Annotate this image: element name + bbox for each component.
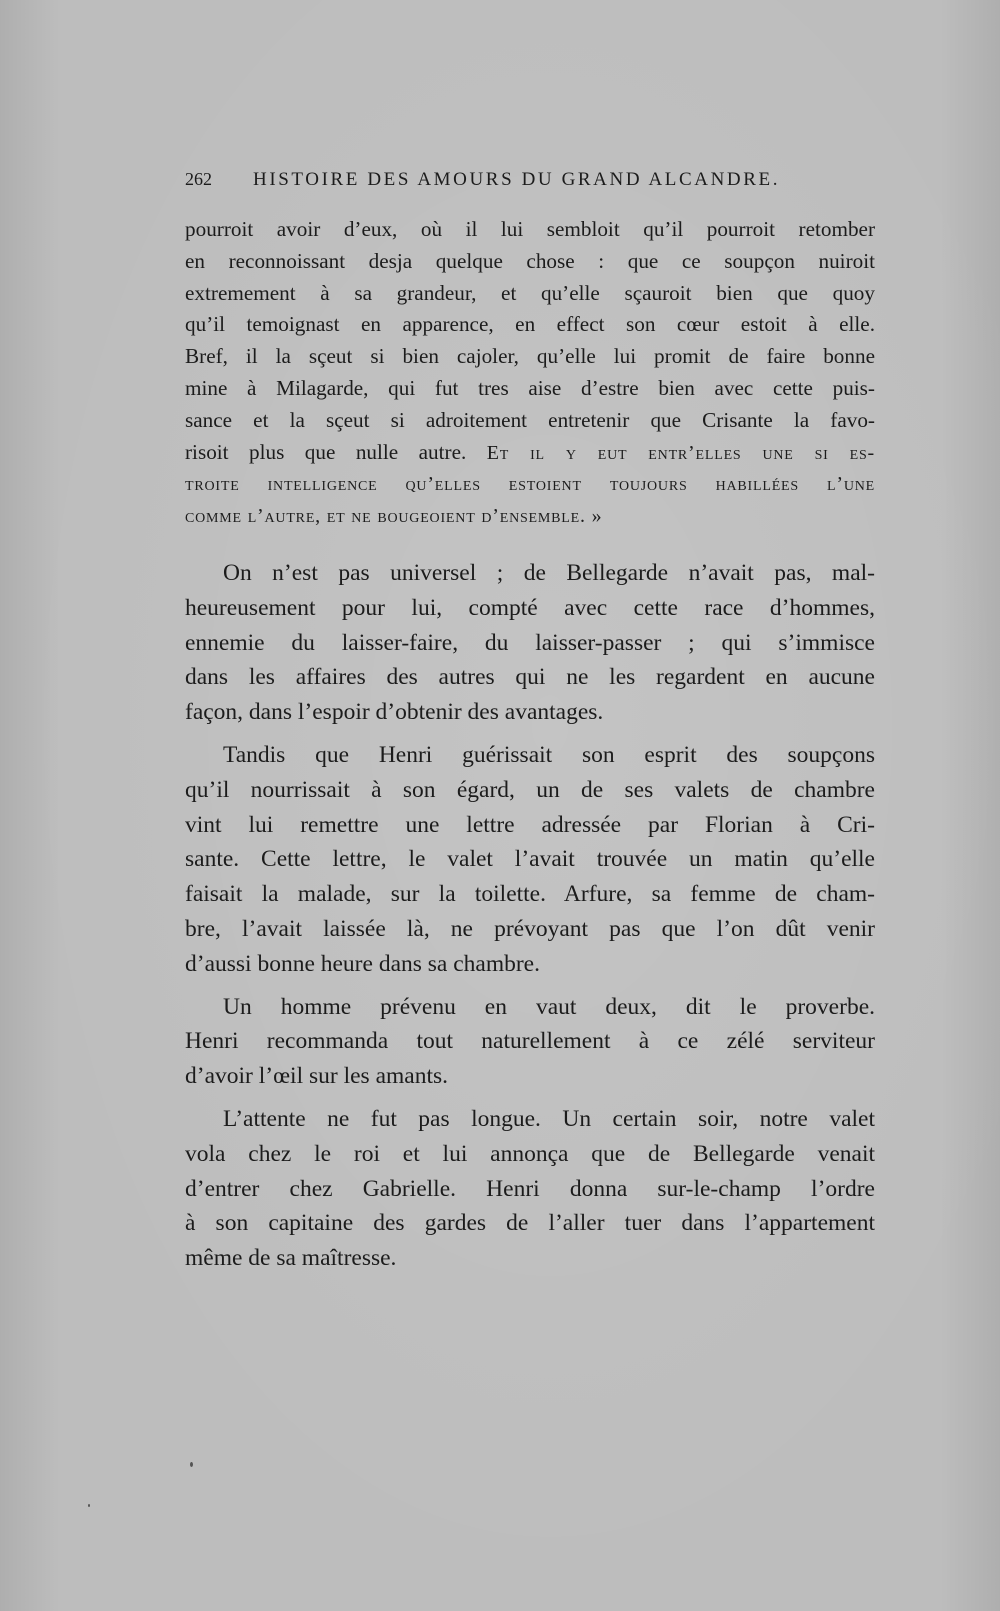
text-line: bre, l’avait laissée là, ne prévoyant pas que l’on dût venir	[185, 915, 875, 942]
text-line: On n’est pas universel ; de Bellegarde n’avait pas, mal-	[223, 560, 875, 586]
quoted-passage	[185, 214, 875, 533]
text-line: en reconnoissant desja quelque chose : que ce soupçon nuiroit	[185, 248, 875, 273]
text-segment: risoit plus que nulle autre.	[185, 439, 467, 464]
text-line: d’aussi bonne heure dans sa chambre.	[185, 950, 540, 977]
text-line: qu’il nourrissait à son égard, un de ses valets de chambre	[185, 776, 875, 803]
running-header	[185, 169, 885, 197]
narrative-text	[185, 556, 875, 1284]
text-line: ennemie du laisser-faire, du laisser-passer ; qui s’immisce	[185, 629, 875, 656]
text-line: vola chez le roi et lui annonça que de Bellegarde venait	[185, 1140, 875, 1167]
text-line: pourroit avoir d’eux, où il lui sembloit qu’il pourroit retomber	[185, 217, 875, 241]
text-line: sante. Cette lettre, le valet l’avait trouvée un matin qu’elle	[185, 846, 875, 873]
running-title: HISTOIRE DES AMOURS DU GRAND ALCANDRE.	[253, 169, 781, 190]
text-line: extremement à sa grandeur, et qu’elle sçauroit bien que quoy	[185, 280, 875, 305]
text-line: Un homme prévenu en vaut deux, dit le proverbe.	[223, 993, 875, 1020]
smallcaps-line: troite intelligence qu’elles estoient toujours habillées l’une	[185, 473, 875, 496]
smallcaps-segment: Et il y eut entr’elles une si es-	[486, 441, 875, 464]
paragraph	[185, 990, 875, 1094]
smallcaps-line: comme l’autre, et ne bougeoient d’ensemble. »	[185, 505, 603, 528]
text-line: Bref, il la sçeut si bien cajoler, qu’elle lui promit de faire bonne	[185, 344, 875, 369]
text-line: d’avoir l’œil sur les amants.	[185, 1063, 449, 1090]
text-line: d’entrer chez Gabrielle. Henri donna sur-le-champ l’ordre	[185, 1175, 875, 1202]
paper-speck	[190, 1462, 193, 1467]
paragraph	[185, 1102, 875, 1276]
text-line: Henri recommanda tout naturellement à ce zélé serviteur	[185, 1028, 875, 1055]
paragraph	[185, 556, 875, 730]
page-number: 262	[185, 169, 212, 189]
text-line: mine à Milagarde, qui fut tres aise d’estre bien avec cette puis-	[185, 375, 875, 400]
text-line: Tandis que Henri guérissait son esprit des soupçons	[223, 741, 875, 768]
text-line: dans les affaires des autres qui ne les regardent en aucune	[185, 664, 875, 691]
text-line: même de sa maîtresse.	[185, 1245, 397, 1272]
text-line: L’attente ne fut pas longue. Un certain soir, notre valet	[223, 1105, 875, 1132]
paragraph	[185, 738, 875, 982]
paper-speck	[88, 1504, 90, 1507]
text-line: heureusement pour lui, compté avec cette race d’hommes,	[185, 594, 875, 621]
text-line: qu’il temoignast en apparence, en effect son cœur estoit à elle.	[185, 312, 875, 337]
text-line: à son capitaine des gardes de l’aller tuer dans l’appartement	[185, 1210, 875, 1237]
text-line: faisait la malade, sur la toilette. Arfure, sa femme de cham-	[185, 881, 875, 908]
text-line: façon, dans l’espoir d’obtenir des avantages.	[185, 699, 604, 726]
text-line-with-smallcaps	[185, 437, 875, 470]
text-line: sance et la sçeut si adroitement entretenir que Crisante la favo-	[185, 407, 875, 432]
text-line: vint lui remettre une lettre adressée par Florian à Cri-	[185, 811, 875, 838]
